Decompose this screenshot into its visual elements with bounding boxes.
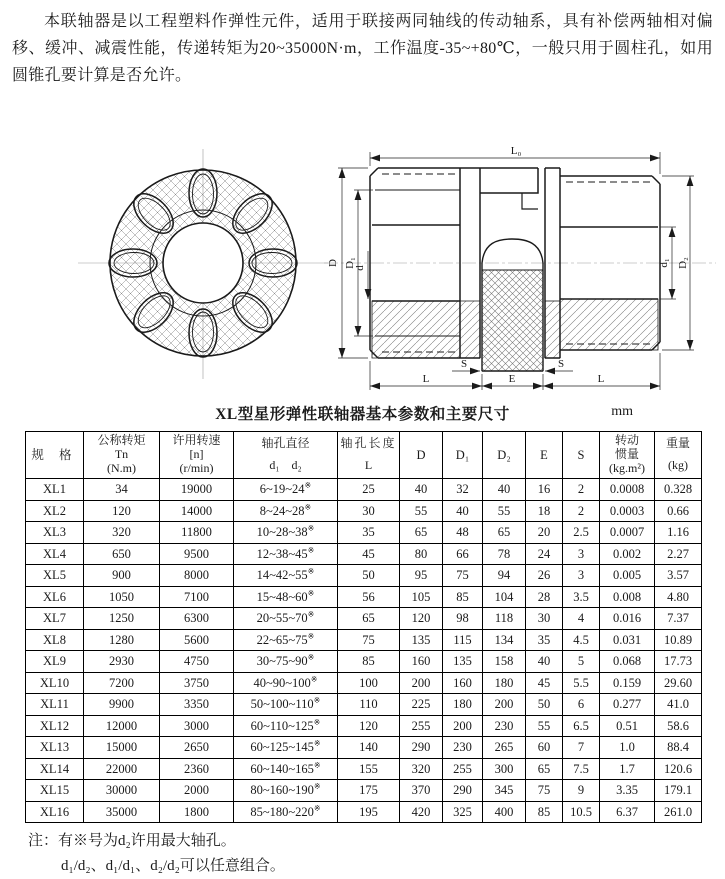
cell-L: 140: [338, 737, 400, 759]
cell-D: 120: [400, 608, 443, 630]
header-D2: D₂: [483, 432, 526, 479]
header-bore-length: 轴孔长度 L: [338, 432, 400, 479]
cell-L: 56: [338, 586, 400, 608]
cell-rpm: 2650: [160, 737, 234, 759]
header-S: S: [563, 432, 600, 479]
cell-D1: 66: [443, 543, 483, 565]
parameters-table: [25, 431, 702, 823]
cell-D: 135: [400, 629, 443, 651]
cell-D: 160: [400, 651, 443, 673]
cell-D2: 400: [483, 801, 526, 823]
cell-bore: 80~160~190※: [234, 780, 338, 802]
cell-D1: 230: [443, 737, 483, 759]
cell-D1: 75: [443, 565, 483, 587]
cell-spec: XL4: [26, 543, 84, 565]
cell-bore: 30~75~90※: [234, 651, 338, 673]
cell-S: 2: [563, 500, 600, 522]
max-bore-mark: ※: [307, 566, 315, 576]
max-bore-mark: ※: [307, 609, 315, 619]
cell-inertia: 3.35: [600, 780, 655, 802]
cell-weight: 29.60: [655, 672, 702, 694]
cell-inertia: 0.0007: [600, 522, 655, 544]
cell-D2: 78: [483, 543, 526, 565]
cell-tn: 9900: [84, 694, 160, 716]
cell-bore: 22~65~75※: [234, 629, 338, 651]
cell-rpm: 2360: [160, 758, 234, 780]
cell-rpm: 14000: [160, 500, 234, 522]
cell-S: 5: [563, 651, 600, 673]
cell-bore: 20~55~70※: [234, 608, 338, 630]
cell-inertia: 0.005: [600, 565, 655, 587]
table-title-row: [0, 402, 725, 424]
label-D1: D₁: [344, 257, 356, 269]
header-spec: 规 格: [26, 432, 84, 479]
cell-L: 75: [338, 629, 400, 651]
cell-L: 35: [338, 522, 400, 544]
cell-bore: 15~48~60※: [234, 586, 338, 608]
cell-tn: 7200: [84, 672, 160, 694]
table-row: [26, 715, 702, 737]
cell-inertia: 1.7: [600, 758, 655, 780]
label-d: d: [354, 265, 366, 271]
cell-S: 2: [563, 479, 600, 501]
cell-L: 110: [338, 694, 400, 716]
cell-D1: 255: [443, 758, 483, 780]
table-body: [26, 479, 702, 823]
label-L-left: L: [422, 373, 430, 385]
cell-S: 4.5: [563, 629, 600, 651]
cell-D2: 65: [483, 522, 526, 544]
cell-rpm: 11800: [160, 522, 234, 544]
cell-weight: 4.80: [655, 586, 702, 608]
header-speed: 许用转速 [n] (r/min): [160, 432, 234, 479]
bore-circle: [163, 223, 243, 303]
cell-tn: 320: [84, 522, 160, 544]
table-row: [26, 543, 702, 565]
cell-D1: 85: [443, 586, 483, 608]
header-inertia: 转动 惯量 (kg.m²): [600, 432, 655, 479]
cell-inertia: 0.0003: [600, 500, 655, 522]
cell-rpm: 5600: [160, 629, 234, 651]
cell-spec: XL10: [26, 672, 84, 694]
cell-spec: XL8: [26, 629, 84, 651]
header-torque: 公称转矩 Tn (N.m): [84, 432, 160, 479]
cell-D: 420: [400, 801, 443, 823]
cell-D1: 325: [443, 801, 483, 823]
cell-E: 50: [526, 694, 563, 716]
table-row: [26, 629, 702, 651]
intro-paragraph: 本联轴器是以工程塑料作弹性元件，适用于联接两同轴线的传动轴系，具有补偿两轴相对偏移、缓冲、减震性能，传递转矩为20~35000N·m，工作温度-35~+80℃，一般只用于圆柱孔，如用圆锥孔要计算是否允许。: [12, 13, 713, 84]
cell-rpm: 4750: [160, 651, 234, 673]
cell-E: 85: [526, 801, 563, 823]
cell-spec: XL5: [26, 565, 84, 587]
header-D1: D₁: [443, 432, 483, 479]
cell-L: 30: [338, 500, 400, 522]
cell-D: 95: [400, 565, 443, 587]
cell-L: 45: [338, 543, 400, 565]
cell-weight: 261.0: [655, 801, 702, 823]
cell-rpm: 8000: [160, 565, 234, 587]
cell-tn: 22000: [84, 758, 160, 780]
header-bore: 轴孔直径 d₁ d₂: [234, 432, 338, 479]
cell-D1: 48: [443, 522, 483, 544]
cell-inertia: 1.0: [600, 737, 655, 759]
cell-weight: 7.37: [655, 608, 702, 630]
cell-rpm: 3350: [160, 694, 234, 716]
table-row: [26, 737, 702, 759]
cell-D: 200: [400, 672, 443, 694]
cell-S: 6.5: [563, 715, 600, 737]
cell-L: 120: [338, 715, 400, 737]
cell-spec: XL1: [26, 479, 84, 501]
cell-weight: 1.16: [655, 522, 702, 544]
cell-inertia: 0.016: [600, 608, 655, 630]
cell-D2: 94: [483, 565, 526, 587]
cell-weight: 179.1: [655, 780, 702, 802]
cell-S: 6: [563, 694, 600, 716]
max-bore-mark: ※: [313, 717, 321, 727]
cell-inertia: 0.068: [600, 651, 655, 673]
cell-rpm: 2000: [160, 780, 234, 802]
cell-L: 100: [338, 672, 400, 694]
cell-inertia: 0.008: [600, 586, 655, 608]
max-bore-mark: ※: [307, 545, 315, 555]
label-E: E: [508, 373, 516, 385]
footnotes: [28, 829, 725, 879]
cell-S: 3: [563, 565, 600, 587]
cell-bore: 40~90~100※: [234, 672, 338, 694]
cell-inertia: 0.002: [600, 543, 655, 565]
cell-S: 9: [563, 780, 600, 802]
cell-D1: 40: [443, 500, 483, 522]
cell-D: 40: [400, 479, 443, 501]
cell-L: 175: [338, 780, 400, 802]
cell-tn: 34: [84, 479, 160, 501]
cell-weight: 58.6: [655, 715, 702, 737]
cell-D1: 200: [443, 715, 483, 737]
cell-E: 55: [526, 715, 563, 737]
cell-spec: XL3: [26, 522, 84, 544]
cell-D2: 345: [483, 780, 526, 802]
cell-bore: 12~38~45※: [234, 543, 338, 565]
cell-D1: 160: [443, 672, 483, 694]
cell-inertia: 0.031: [600, 629, 655, 651]
cell-L: 195: [338, 801, 400, 823]
cell-D2: 200: [483, 694, 526, 716]
cell-S: 10.5: [563, 801, 600, 823]
cell-spec: XL16: [26, 801, 84, 823]
front-view-drawing: [72, 145, 334, 383]
cell-tn: 1050: [84, 586, 160, 608]
label-L-right: L: [597, 373, 605, 385]
cell-inertia: 6.37: [600, 801, 655, 823]
footnote-line-1: 注：有※号为d₂许用最大轴孔。: [28, 833, 236, 849]
cell-weight: 88.4: [655, 737, 702, 759]
cell-weight: 3.57: [655, 565, 702, 587]
cell-S: 5.5: [563, 672, 600, 694]
table-row: [26, 586, 702, 608]
cell-rpm: 3750: [160, 672, 234, 694]
table-row: [26, 651, 702, 673]
cell-D1: 135: [443, 651, 483, 673]
max-bore-mark: ※: [313, 760, 321, 770]
cell-D: 225: [400, 694, 443, 716]
cell-bore: 8~24~28※: [234, 500, 338, 522]
max-bore-mark: ※: [313, 695, 321, 705]
cell-bore: 14~42~55※: [234, 565, 338, 587]
cell-L: 25: [338, 479, 400, 501]
cell-D1: 290: [443, 780, 483, 802]
cell-spec: XL9: [26, 651, 84, 673]
cell-D2: 104: [483, 586, 526, 608]
label-d1: d₁: [658, 258, 670, 268]
max-bore-mark: ※: [313, 803, 321, 813]
cell-E: 20: [526, 522, 563, 544]
footnote-line-2: d₁/d₂、d₁/d₁、d₂/d₂可以任意组合。: [61, 858, 285, 874]
cell-spec: XL7: [26, 608, 84, 630]
cell-rpm: 9500: [160, 543, 234, 565]
cell-weight: 120.6: [655, 758, 702, 780]
cell-weight: 2.27: [655, 543, 702, 565]
cell-D: 105: [400, 586, 443, 608]
cell-tn: 15000: [84, 737, 160, 759]
cell-D2: 55: [483, 500, 526, 522]
cell-D: 65: [400, 522, 443, 544]
cell-S: 7: [563, 737, 600, 759]
cell-weight: 41.0: [655, 694, 702, 716]
table-row: [26, 479, 702, 501]
cell-E: 75: [526, 780, 563, 802]
cell-spec: XL6: [26, 586, 84, 608]
table-row: [26, 672, 702, 694]
header-weight: 重量 (kg): [655, 432, 702, 479]
label-L0: L₀: [510, 145, 522, 157]
cell-bore: 60~110~125※: [234, 715, 338, 737]
cell-E: 45: [526, 672, 563, 694]
header-E: E: [526, 432, 563, 479]
cell-D2: 230: [483, 715, 526, 737]
max-bore-mark: ※: [307, 588, 315, 598]
cell-E: 28: [526, 586, 563, 608]
cell-tn: 1250: [84, 608, 160, 630]
cell-bore: 60~140~165※: [234, 758, 338, 780]
table-title: XL型星形弹性联轴器基本参数和主要尺寸: [215, 406, 510, 423]
cell-D1: 115: [443, 629, 483, 651]
cell-inertia: 0.51: [600, 715, 655, 737]
max-bore-mark: ※: [310, 674, 318, 684]
cell-D2: 118: [483, 608, 526, 630]
table-row: [26, 758, 702, 780]
cell-tn: 2930: [84, 651, 160, 673]
figure-area: [0, 135, 725, 390]
cell-bore: 60~125~145※: [234, 737, 338, 759]
cell-L: 85: [338, 651, 400, 673]
label-D: D: [327, 259, 339, 267]
cell-D2: 40: [483, 479, 526, 501]
header-D: D: [400, 432, 443, 479]
cell-E: 18: [526, 500, 563, 522]
cell-E: 16: [526, 479, 563, 501]
cell-E: 35: [526, 629, 563, 651]
cell-spec: XL11: [26, 694, 84, 716]
cell-spec: XL14: [26, 758, 84, 780]
max-bore-mark: ※: [304, 502, 312, 512]
cell-inertia: 0.159: [600, 672, 655, 694]
cell-spec: XL12: [26, 715, 84, 737]
cell-E: 30: [526, 608, 563, 630]
cell-D: 55: [400, 500, 443, 522]
table-header: [26, 432, 702, 479]
cell-tn: 1280: [84, 629, 160, 651]
section-hatching: [372, 270, 658, 371]
table-row: [26, 801, 702, 823]
cell-weight: 17.73: [655, 651, 702, 673]
cell-inertia: 0.277: [600, 694, 655, 716]
cell-E: 40: [526, 651, 563, 673]
cell-D2: 134: [483, 629, 526, 651]
cell-D2: 158: [483, 651, 526, 673]
cell-D2: 180: [483, 672, 526, 694]
cell-spec: XL15: [26, 780, 84, 802]
cell-S: 7.5: [563, 758, 600, 780]
cell-D1: 180: [443, 694, 483, 716]
cell-rpm: 7100: [160, 586, 234, 608]
cell-S: 3: [563, 543, 600, 565]
label-S-right: S: [557, 358, 565, 370]
cell-inertia: 0.0008: [600, 479, 655, 501]
cell-tn: 900: [84, 565, 160, 587]
table-row: [26, 500, 702, 522]
max-bore-mark: ※: [313, 781, 321, 791]
cell-weight: 0.328: [655, 479, 702, 501]
cell-rpm: 6300: [160, 608, 234, 630]
max-bore-mark: ※: [304, 480, 312, 490]
cell-L: 50: [338, 565, 400, 587]
cell-E: 60: [526, 737, 563, 759]
cell-tn: 30000: [84, 780, 160, 802]
cell-tn: 120: [84, 500, 160, 522]
cell-spec: XL2: [26, 500, 84, 522]
cell-bore: 10~28~38※: [234, 522, 338, 544]
label-S-left: S: [460, 358, 468, 370]
section-view-drawing: [320, 143, 720, 393]
cell-D: 80: [400, 543, 443, 565]
cell-rpm: 1800: [160, 801, 234, 823]
cell-tn: 650: [84, 543, 160, 565]
cell-D2: 300: [483, 758, 526, 780]
table-row: [26, 565, 702, 587]
cell-D: 290: [400, 737, 443, 759]
cell-D: 320: [400, 758, 443, 780]
table-row: [26, 694, 702, 716]
cell-D1: 32: [443, 479, 483, 501]
table-unit: mm: [611, 404, 633, 419]
table-row: [26, 608, 702, 630]
label-D2: D₂: [677, 257, 689, 269]
cell-D1: 98: [443, 608, 483, 630]
cell-L: 65: [338, 608, 400, 630]
max-bore-mark: ※: [313, 738, 321, 748]
cell-D: 370: [400, 780, 443, 802]
cell-S: 3.5: [563, 586, 600, 608]
cell-D2: 265: [483, 737, 526, 759]
cell-tn: 35000: [84, 801, 160, 823]
cell-E: 24: [526, 543, 563, 565]
cell-bore: 85~180~220※: [234, 801, 338, 823]
cell-S: 4: [563, 608, 600, 630]
cell-rpm: 19000: [160, 479, 234, 501]
cell-weight: 0.66: [655, 500, 702, 522]
cell-spec: XL13: [26, 737, 84, 759]
cell-E: 65: [526, 758, 563, 780]
cell-bore: 50~100~110※: [234, 694, 338, 716]
max-bore-mark: ※: [307, 631, 315, 641]
max-bore-mark: ※: [307, 523, 315, 533]
cell-D: 255: [400, 715, 443, 737]
table-row: [26, 780, 702, 802]
cell-E: 26: [526, 565, 563, 587]
cell-L: 155: [338, 758, 400, 780]
cell-tn: 12000: [84, 715, 160, 737]
cell-bore: 6~19~24※: [234, 479, 338, 501]
table-row: [26, 522, 702, 544]
cell-weight: 10.89: [655, 629, 702, 651]
cell-rpm: 3000: [160, 715, 234, 737]
cell-S: 2.5: [563, 522, 600, 544]
max-bore-mark: ※: [307, 652, 315, 662]
